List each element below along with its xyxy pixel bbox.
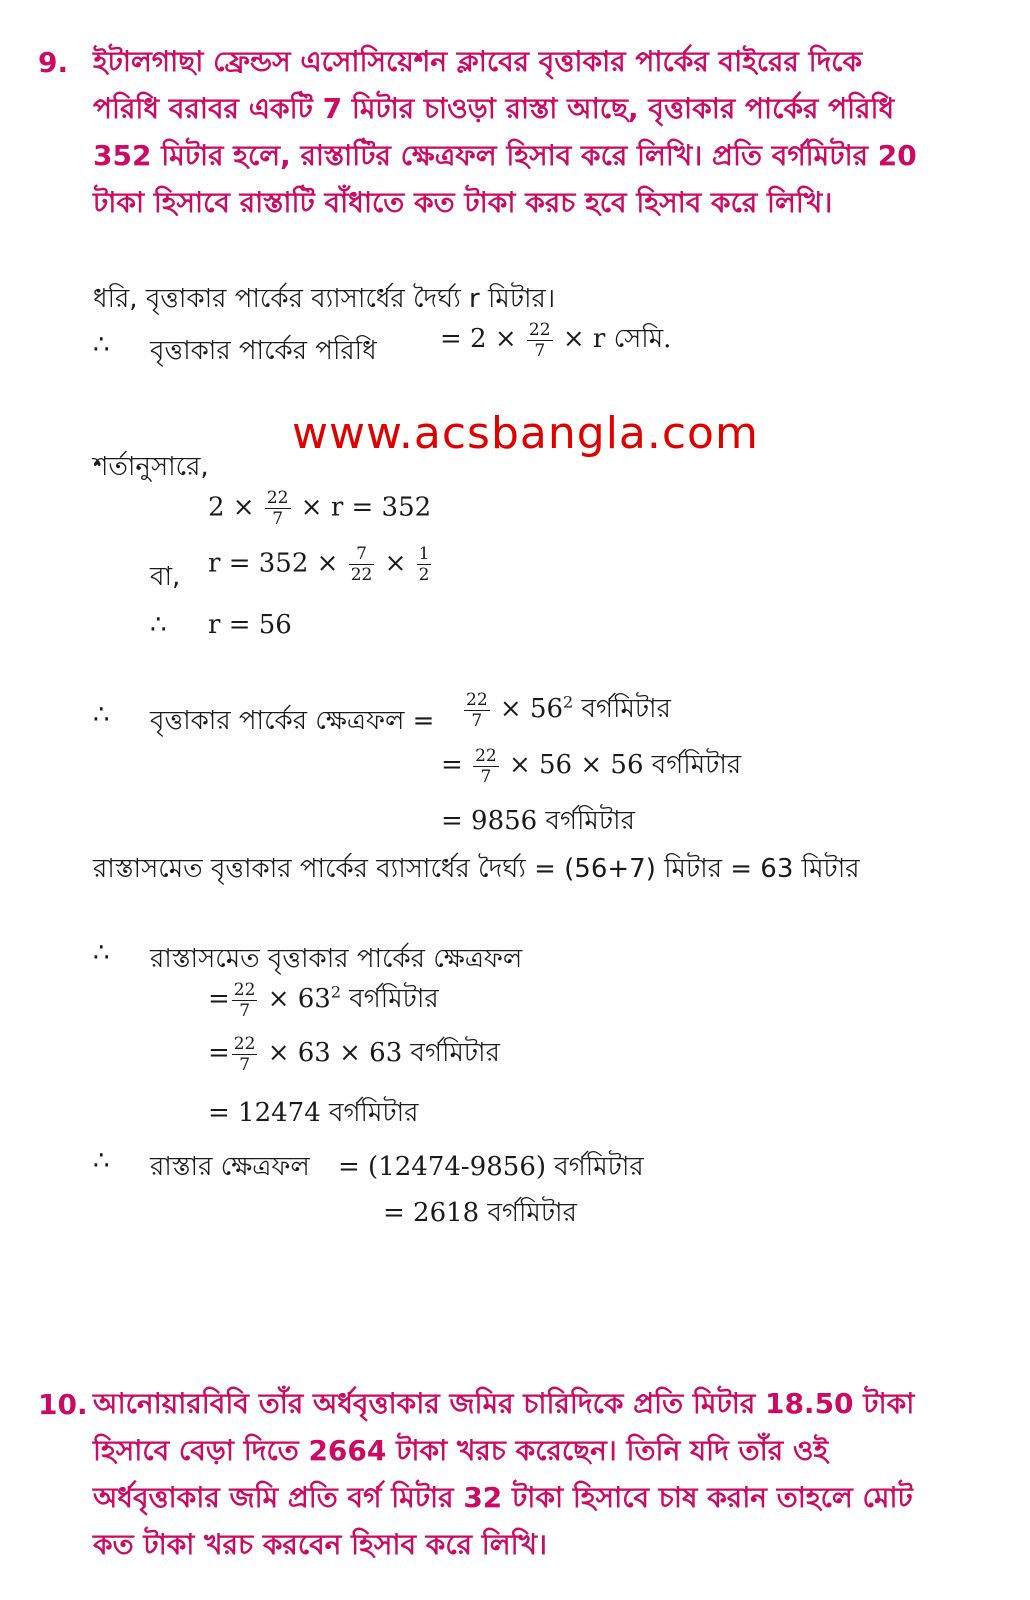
- fraction-denominator: 7: [471, 710, 483, 731]
- awr-l2-post: × 63 × 63 বর্গমিটার: [267, 1038, 500, 1068]
- fraction-numerator: 7: [349, 544, 375, 565]
- area-with-road-line-3: = 12474 বর্গমিটার: [208, 1098, 419, 1128]
- area-with-road-line-1: [208, 978, 439, 1022]
- fraction-numerator: 22: [466, 689, 488, 710]
- park-area-label: বৃত্তাকার পার্কের ক্ষেত্রফল =: [150, 706, 435, 736]
- radius-with-road: রাস্তাসমেত বৃত্তাকার পার্কের ব্যাসার্ধের দৈর্ঘ্য = (56+7) মিটার = 63 মিটার: [93, 854, 860, 884]
- park-area-line-3: = 9856 বর্গমিটার: [441, 806, 635, 836]
- therefore-symbol: ∴: [93, 700, 110, 730]
- equals-sign: =: [208, 1038, 230, 1068]
- eq1-pre: 2 ×: [208, 492, 255, 523]
- therefore-symbol: ∴: [93, 1146, 110, 1176]
- park-area-l1-post: × 56: [499, 694, 564, 724]
- park-area-l2-post: × 56 × 56 বর্গমিটার: [508, 750, 742, 780]
- area-with-road-label: রাস্তাসমেত বৃত্তাকার পার্কের ক্ষেত্রফল: [150, 944, 523, 974]
- question-9-line: ইটালগাছা ফ্রেন্ডস এসোসিয়েশন ক্লাবের বৃত্তাকার পার্কের বাইরের দিকে: [93, 45, 863, 78]
- circumference-eq-pre: = 2 ×: [440, 324, 517, 354]
- fraction-denominator: 22: [350, 565, 373, 585]
- park-area-line-1: [462, 688, 671, 732]
- question-10-line: কত টাকা খরচ করবেন হিসাব করে লিখি।: [93, 1528, 548, 1561]
- area-unit: বর্গমিটার: [349, 984, 439, 1014]
- equation-line-1: [208, 488, 431, 529]
- fraction-22-7: [232, 980, 258, 1021]
- fraction-denominator: 7: [534, 340, 546, 361]
- eq2-pre: r = 352 ×: [208, 548, 339, 579]
- park-area-line-2: [441, 744, 741, 788]
- therefore-symbol: ∴: [150, 610, 167, 640]
- question-9-number: 9.: [38, 46, 69, 79]
- therefore-symbol: ∴: [93, 938, 110, 968]
- equals-sign: =: [441, 750, 463, 780]
- eq1-post: × r = 352: [300, 492, 432, 523]
- fraction-denominator: 7: [272, 509, 284, 529]
- equals-sign: =: [208, 984, 230, 1014]
- question-10-line: অর্ধবৃত্তাকার জমি প্রতি বর্গ মিটার 32 টাকা হিসাবে চাষ করান তাহলে মোট: [93, 1481, 913, 1514]
- let-statement: ধরি, বৃত্তাকার পার্কের ব্যাসার্ধের দৈর্ঘ্য r মিটার।: [93, 284, 556, 314]
- question-9-line: টাকা হিসাবে রাস্তাটি বাঁধাতে কত টাকা করচ হবে হিসাব করে লিখি।: [93, 186, 833, 219]
- road-area-equation-2: = 2618 বর্গমিটার: [383, 1198, 577, 1228]
- fraction-1-2: [417, 544, 432, 585]
- square-exponent: 2: [330, 982, 342, 1002]
- question-10-line: আনোয়ারবিবি তাঁর অর্ধবৃত্তাকার জমির চারিদিকে প্রতি মিটার 18.50 টাকা: [93, 1387, 915, 1420]
- circumference-label: বৃত্তাকার পার্কের পরিধি: [150, 336, 377, 366]
- fraction-denominator: 7: [239, 1054, 251, 1075]
- square-exponent: 2: [563, 692, 574, 712]
- radius-result: r = 56: [208, 610, 292, 640]
- fraction-numerator: 1: [418, 544, 430, 564]
- watermark-url: www.acsbangla.com: [292, 408, 759, 459]
- fraction-numerator: 22: [528, 319, 551, 340]
- road-area-equation-1: = (12474-9856) বর্গমিটার: [338, 1152, 644, 1182]
- area-with-road-line-2: [208, 1032, 500, 1076]
- fraction-numerator: 22: [266, 488, 289, 508]
- condition-label: শর্তানুসারে,: [93, 452, 209, 482]
- fraction-22-7: [265, 488, 291, 529]
- fraction-numerator: 22: [475, 745, 497, 766]
- awr-l1-post: × 63: [267, 984, 331, 1014]
- or-label: বা,: [150, 562, 181, 592]
- fraction-22-7: [464, 690, 490, 731]
- question-10-line: হিসাবে বেড়া দিতে 2664 টাকা খরচ করেছেন। তিনি যদি তাঁর ওই: [93, 1434, 829, 1467]
- fraction-numerator: 22: [233, 979, 256, 1000]
- road-area-label: রাস্তার ক্ষেত্রফল: [150, 1152, 310, 1182]
- fraction-denominator: 2: [418, 565, 430, 585]
- question-10-text: [93, 1380, 1003, 1568]
- question-10-number: 10.: [38, 1388, 88, 1421]
- fraction-denominator: 7: [480, 766, 492, 787]
- therefore-symbol: ∴: [93, 330, 110, 360]
- circumference-eq-post: × r সেমি.: [562, 324, 672, 354]
- fraction-22-7: [527, 320, 553, 361]
- times-sign: ×: [384, 548, 407, 579]
- fraction-denominator: 7: [239, 1000, 251, 1021]
- question-9-line: 352 মিটার হলে, রাস্তাটির ক্ষেত্রফল হিসাব করে লিখি। প্রতি বর্গমিটার 20: [93, 139, 917, 172]
- area-unit: বর্গমিটার: [581, 694, 671, 724]
- circumference-equation: [440, 318, 671, 362]
- equation-line-2: [208, 544, 433, 585]
- fraction-7-22: [349, 544, 375, 585]
- question-9-text: [93, 38, 993, 226]
- fraction-22-7: [232, 1034, 258, 1075]
- question-9-line: পরিধি বরাবর একটি 7 মিটার চাওড়া রাস্তা আছে, বৃত্তাকার পার্কের পরিধি: [93, 92, 895, 125]
- fraction-22-7: [473, 746, 499, 787]
- fraction-numerator: 22: [233, 1033, 256, 1054]
